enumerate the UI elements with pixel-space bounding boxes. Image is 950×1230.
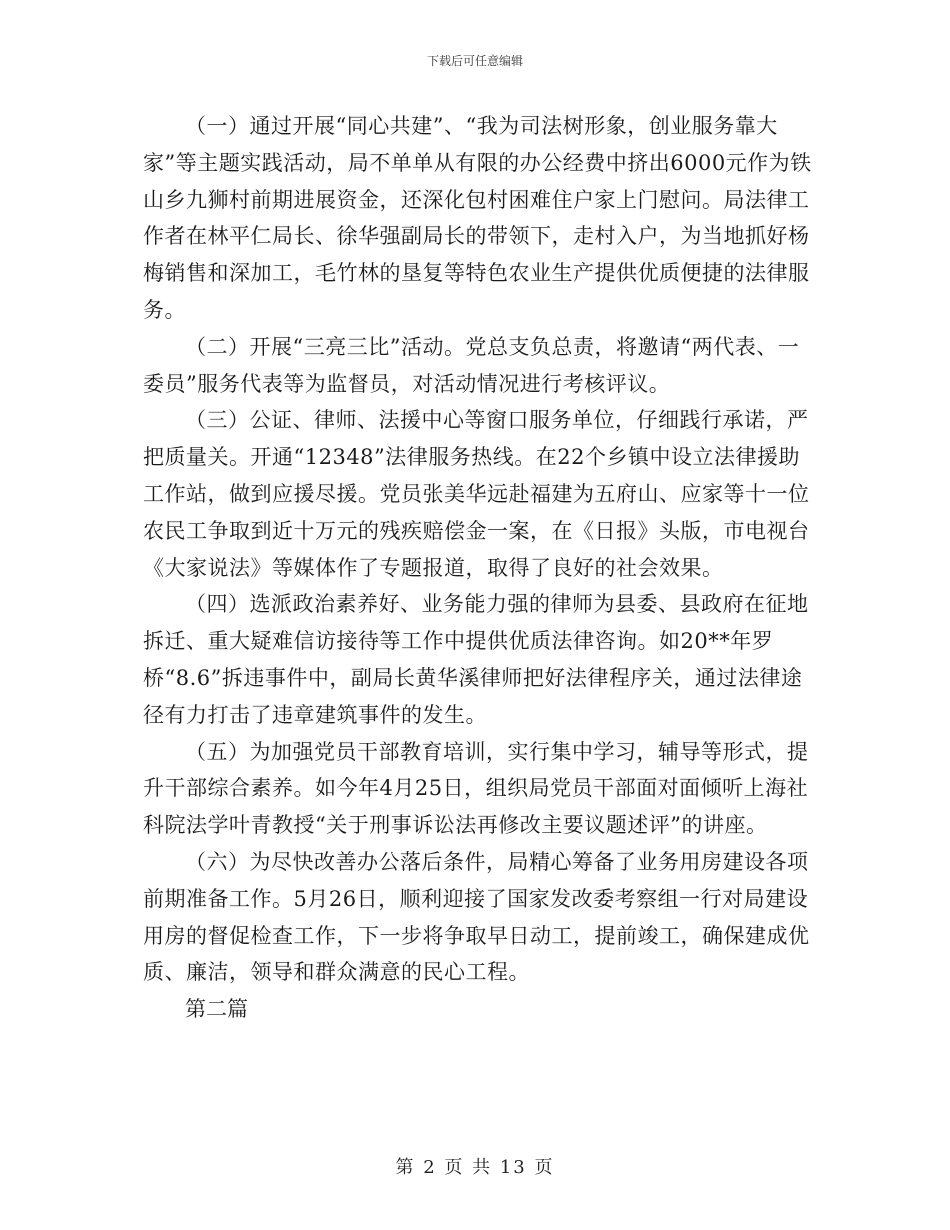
paragraph-1: （一）通过开展“同心共建”、“我为司法树形象，创业服务靠大家”等主题实践活动，局不单单从有限的办公经费中挤出6000元作为铁山乡九狮村前期进展资金，还深化包村困难住户家上门慰问。局法律工作者在林平仁局长、徐华强副局长的带领下，走村入户，为当地抓好杨梅销售和深加工，毛竹林的垦复等特色农业生产提供优质便捷的法律服务。 xyxy=(143,114,812,322)
paragraph-4: （四）选派政治素养好、业务能力强的律师为县委、县政府在征地拆迁、重大疑难信访接待等工作中提供优质法律咨询。如20**年罗桥“8.6”拆违事件中，副局长黄华溪律师把好法律程序关，通过法律途径有力打击了违章建筑事件的发生。 xyxy=(143,592,809,727)
page-header: 下载后可任意编辑 xyxy=(426,54,523,68)
paragraph-6: （六）为尽快改善办公落后条件，局精心筹备了业务用房建设各项前期准备工作。5月26日，顺利迎接了国家发改委考察组一行对局建设用房的督促检查工作，下一步将争取早日动工，提前竣工，确保建成优质、廉洁，领导和群众满意的民心工程。 xyxy=(143,849,810,985)
section-heading: 第二篇 xyxy=(185,997,248,1022)
paragraph-3: （三）公证、律师、法援中心等窗口服务单位，仔细践行承诺，严把质量关。开通“12348”法律服务热线。在22个乡镇中设立法律援助工作站，做到应援尽援。党员张美华远赴福建为五府山、应家等十一位农民工争取到近十万元的残疾赔偿金一案，在《日报》头版，市电视台《大家说法》等媒体作了专题报道，取得了良好的社会效果。 xyxy=(143,408,810,580)
document-body xyxy=(143,108,813,1028)
paragraph-5: （五）为加强党员干部教育培训，实行集中学习，辅导等形式，提升干部综合素养。如今年4月25日，组织局党员干部面对面倾听上海社科院法学叶青教授“关于刑事诉讼法再修改主要议题述评”的讲座。 xyxy=(143,739,809,838)
page-footer: 第 2 页 共 13 页 xyxy=(395,1157,555,1178)
paragraph-2: （二）开展“三亮三比”活动。党总支负总责，将邀请“两代表、一委员”服务代表等为监督员，对活动情况进行考核评议。 xyxy=(143,334,800,396)
